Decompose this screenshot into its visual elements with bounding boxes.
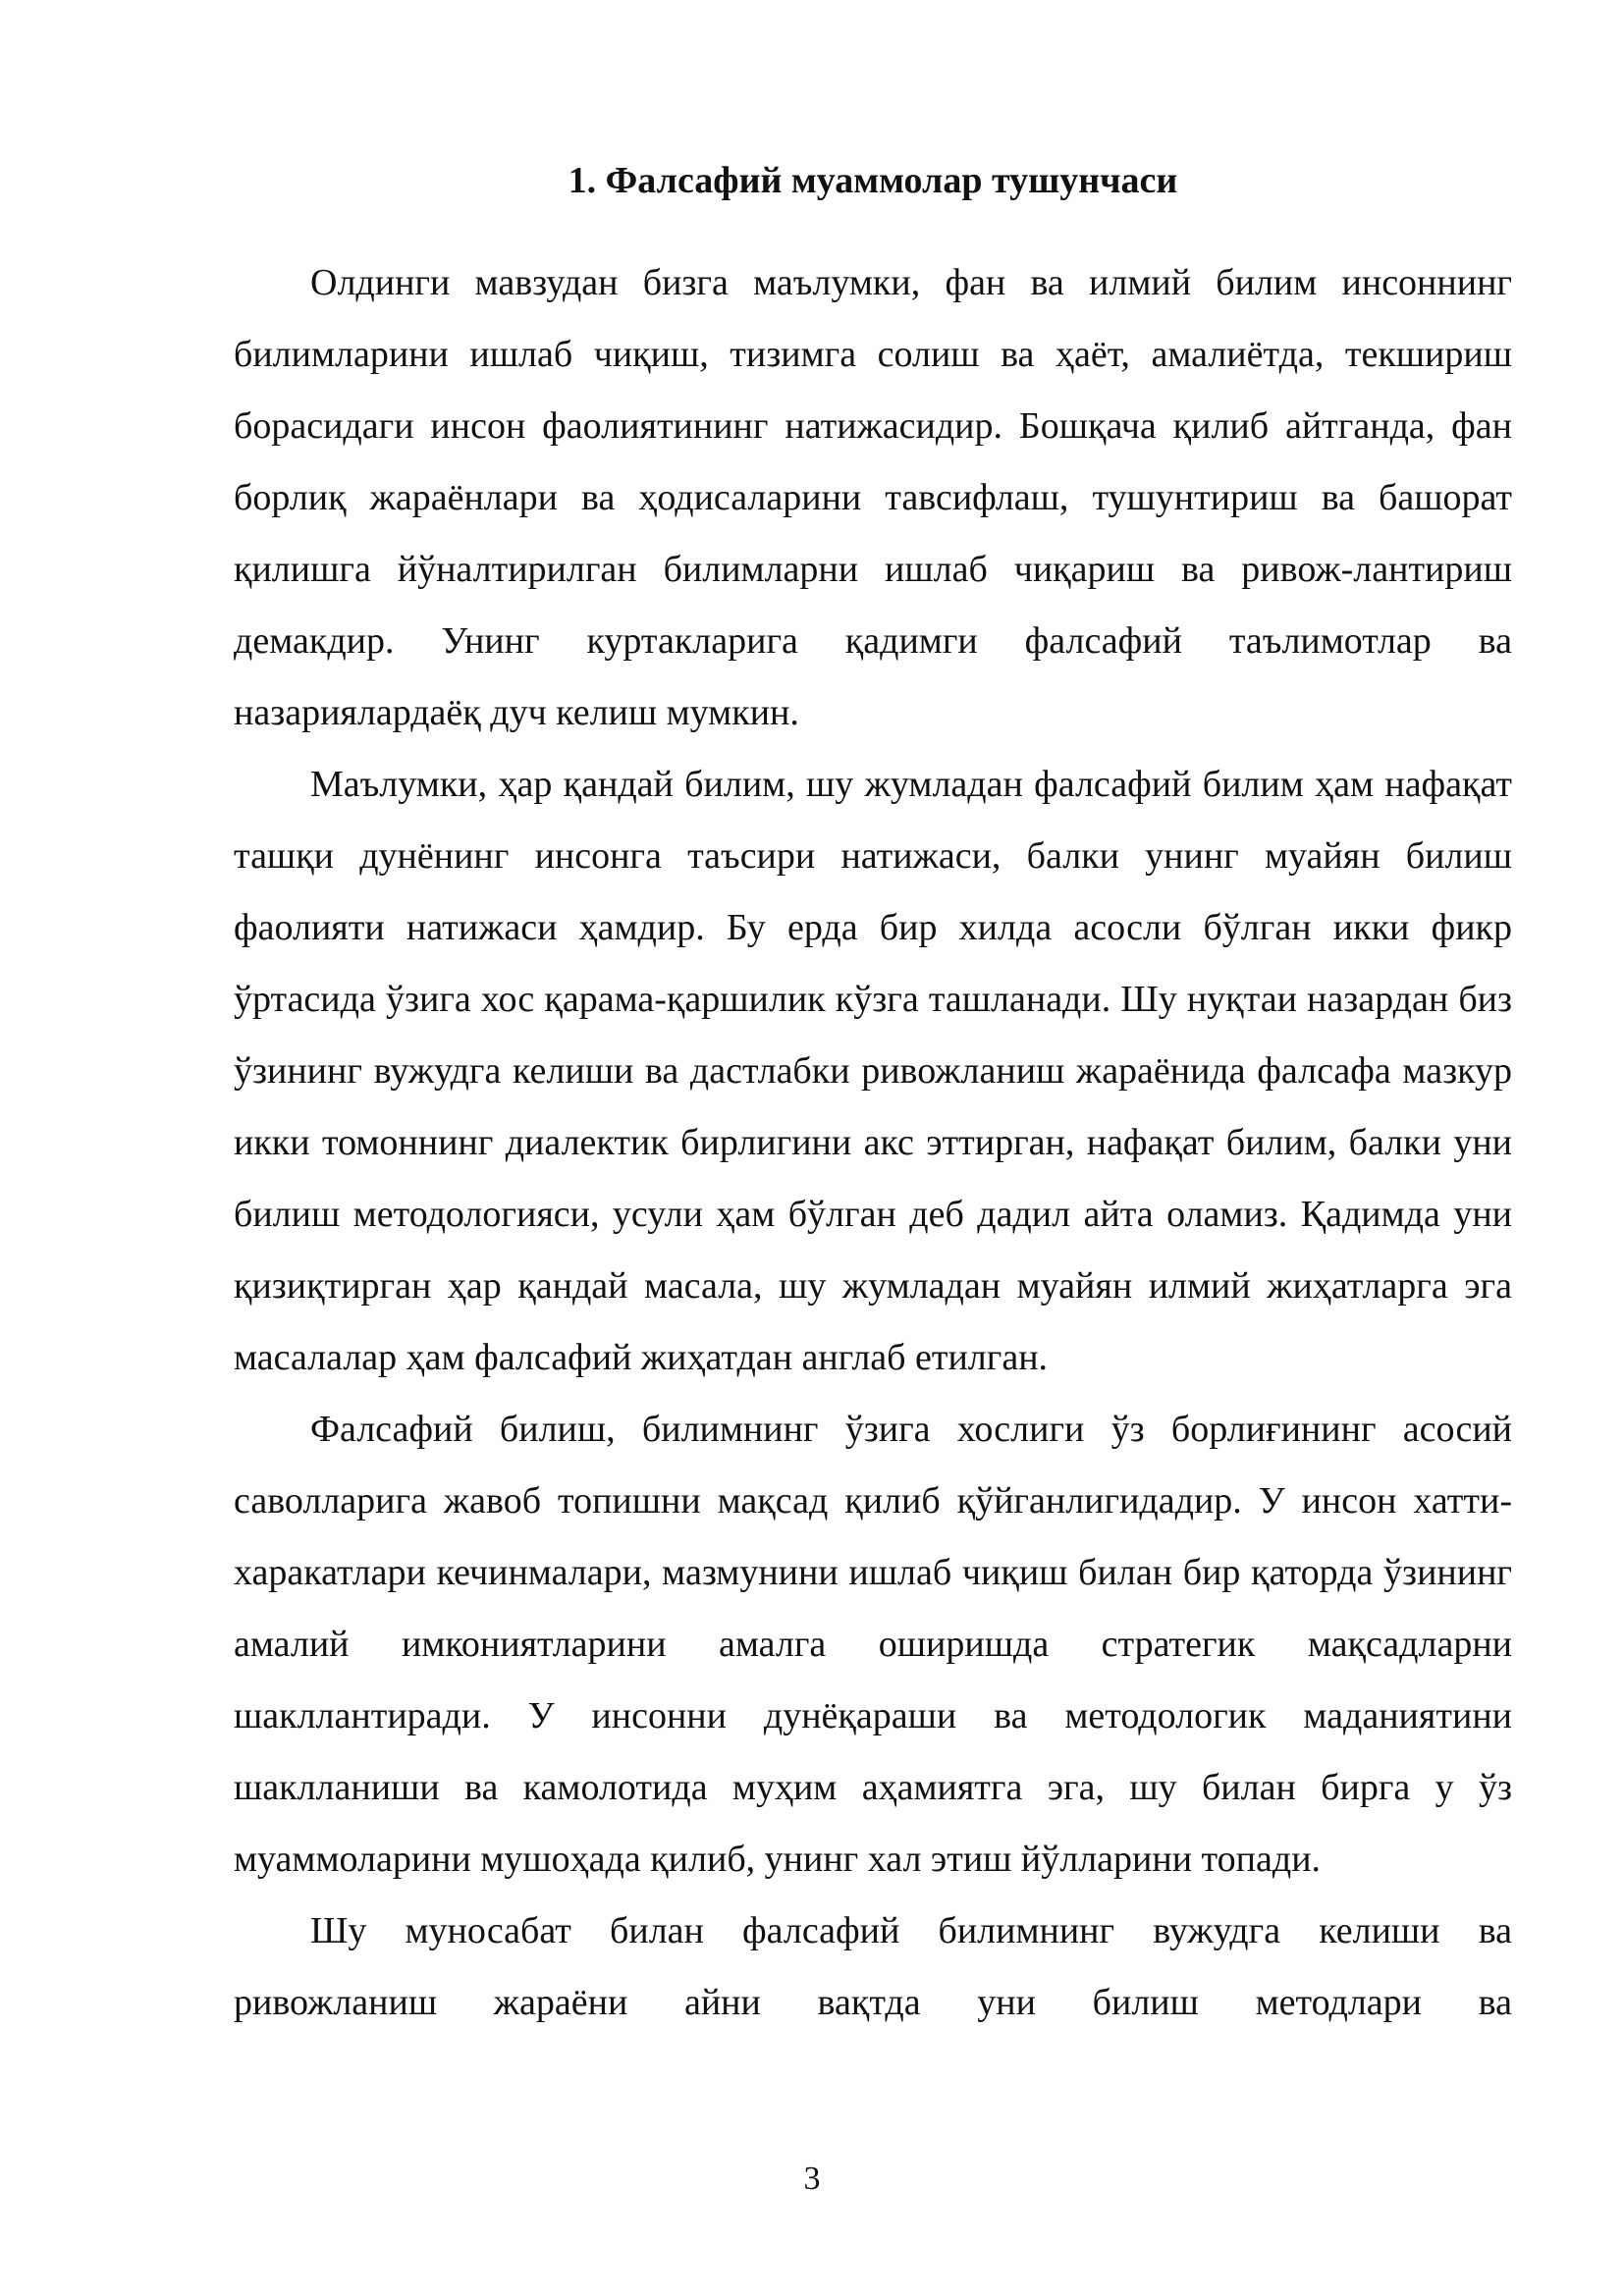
body-text — [234, 247, 1512, 2039]
section-title: 1. Фалсафий муаммолар тушунчаси — [568, 160, 1178, 201]
page-number: 3 — [803, 2161, 821, 2197]
paragraph-2: Маълумки, ҳар қандай билим, шу жумладан фалсафий билим ҳам нафақат ташқи дунёнинг инсонга таъсири натижаси, балки унинг муайян билиш фаолияти натижаси ҳамдир. Бу ерда бир хилда асосли бўлган икки фикр ўртасида ўзига хос қарама-қаршилик кўзга ташланади. Шу нуқтаи назардан биз ўзининг вужудга келиши ва дастлабки ривожланиш жараёнида фалсафа мазкур икки томоннинг диалектик бирлигини акс эттирган, нафақат билим, балки уни билиш методологияси, усули ҳам бўлган деб дадил айта оламиз. Қадимда уни қизиқтирган ҳар қандай масала, шу жумладан муайян илмий жиҳатларга эга масалалар ҳам фалсафий жиҳатдан англаб етилган. — [234, 764, 1512, 1378]
paragraph-3: Фалсафий билиш, билимнинг ўзига хослиги ўз борлиғининг асосий саволларига жавоб топишни мақсад қилиб қўйганлигидадир. У инсон хатти-харакатлари кечинмалари, мазмунини ишлаб чиқиш билан бир қаторда ўзининг амалий имкониятларини амалга оширишда стратегик мақсадларни шакллантиради. У инсонни дунёқараши ва методологик маданиятини шаклланиши ва камолотида муҳим аҳамиятга эга, шу билан бирга у ўз муаммоларини мушоҳада қилиб, унинг хал этиш йўлларини топади. — [234, 1409, 1512, 1880]
paragraph-4: Шу муносабат билан фалсафий билимнинг вужудга келиши ва ривожланиш жараёни айни вақтда уни билиш методлари ва — [234, 1910, 1512, 2023]
paragraph-1: Олдинги мавзудан бизга маълумки, фан ва илмий билим инсоннинг билимларини ишлаб чиқиш, тизимга солиш ва ҳаёт, амалиётда, текшириш борасидаги инсон фаолиятининг натижасидир. Бошқача қилиб айтганда, фан борлиқ жараёнлари ва ҳодисаларини тавсифлаш, тушунтириш ва башорат қилишга йўналтирилган билимларни ишлаб чиқариш ва ривож-лантириш демакдир. Унинг куртакларига қадимги фалсафий таълимотлар ва назариялардаёқ дуч келиш мумкин. — [234, 262, 1512, 733]
